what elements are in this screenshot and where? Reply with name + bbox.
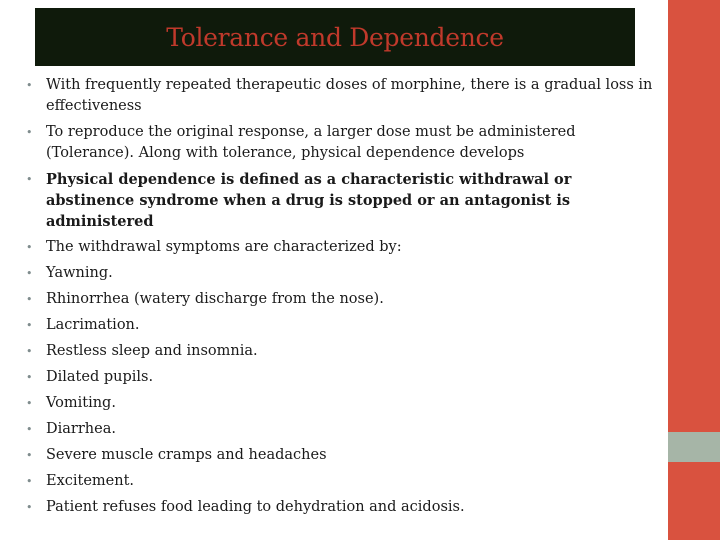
bullet-list [26,75,656,523]
bullet-item [26,341,656,362]
bullet-item [26,419,656,440]
accent-strip-bottom [668,462,720,540]
bullet-icon: • [26,319,33,332]
bullet-item [26,237,656,258]
bullet-text: Patient refuses food leading to dehydration and acidosis. [46,499,465,515]
bullet-item [26,445,656,466]
bullet-item [26,289,656,310]
bullet-icon: • [26,449,33,462]
bullet-item [26,315,656,336]
title-bar [35,8,635,66]
bullet-text: With frequently repeated therapeutic doses of morphine, there is a gradual loss in effectiveness [46,77,653,114]
bullet-icon: • [26,371,33,384]
bullet-item [26,263,656,284]
bullet-icon: • [26,501,33,514]
bullet-text: To reproduce the original response, a larger dose must be administered (Tolerance). Along with tolerance, physical dependence develops [46,124,576,161]
bullet-icon: • [26,345,33,358]
bullet-text: Severe muscle cramps and headaches [46,447,327,463]
bullet-text: Lacrimation. [46,317,140,333]
bullet-item [26,471,656,492]
bullet-icon: • [26,267,33,280]
bullet-text: Dilated pupils. [46,369,154,385]
bullet-item [26,393,656,414]
bullet-icon: • [26,423,33,436]
bullet-text: Excitement. [46,473,135,489]
bullet-icon: • [26,173,33,186]
bullet-text: Yawning. [46,265,113,281]
bullet-item [26,75,656,117]
bullet-text: The withdrawal symptoms are characterized by: [46,239,402,255]
bullet-item [26,169,656,232]
bullet-item [26,497,656,518]
slide-title: Tolerance and Dependence [166,22,504,52]
bullet-icon: • [26,79,33,92]
bullet-item [26,367,656,388]
bullet-text: Rhinorrhea (watery discharge from the nose). [46,291,384,307]
bullet-icon: • [26,241,33,254]
bullet-icon: • [26,293,33,306]
bullet-icon: • [26,126,33,139]
accent-strip-middle [668,432,720,462]
bullet-text: Physical dependence is defined as a characteristic withdrawal or abstinence syndrome when a drug is stopped or an antagonist is administered [46,171,572,230]
bullet-text: Vomiting. [46,395,116,411]
bullet-icon: • [26,397,33,410]
bullet-text: Diarrhea. [46,421,116,437]
bullet-item [26,122,656,164]
bullet-icon: • [26,475,33,488]
accent-strip-top [668,0,720,432]
bullet-text: Restless sleep and insomnia. [46,343,258,359]
